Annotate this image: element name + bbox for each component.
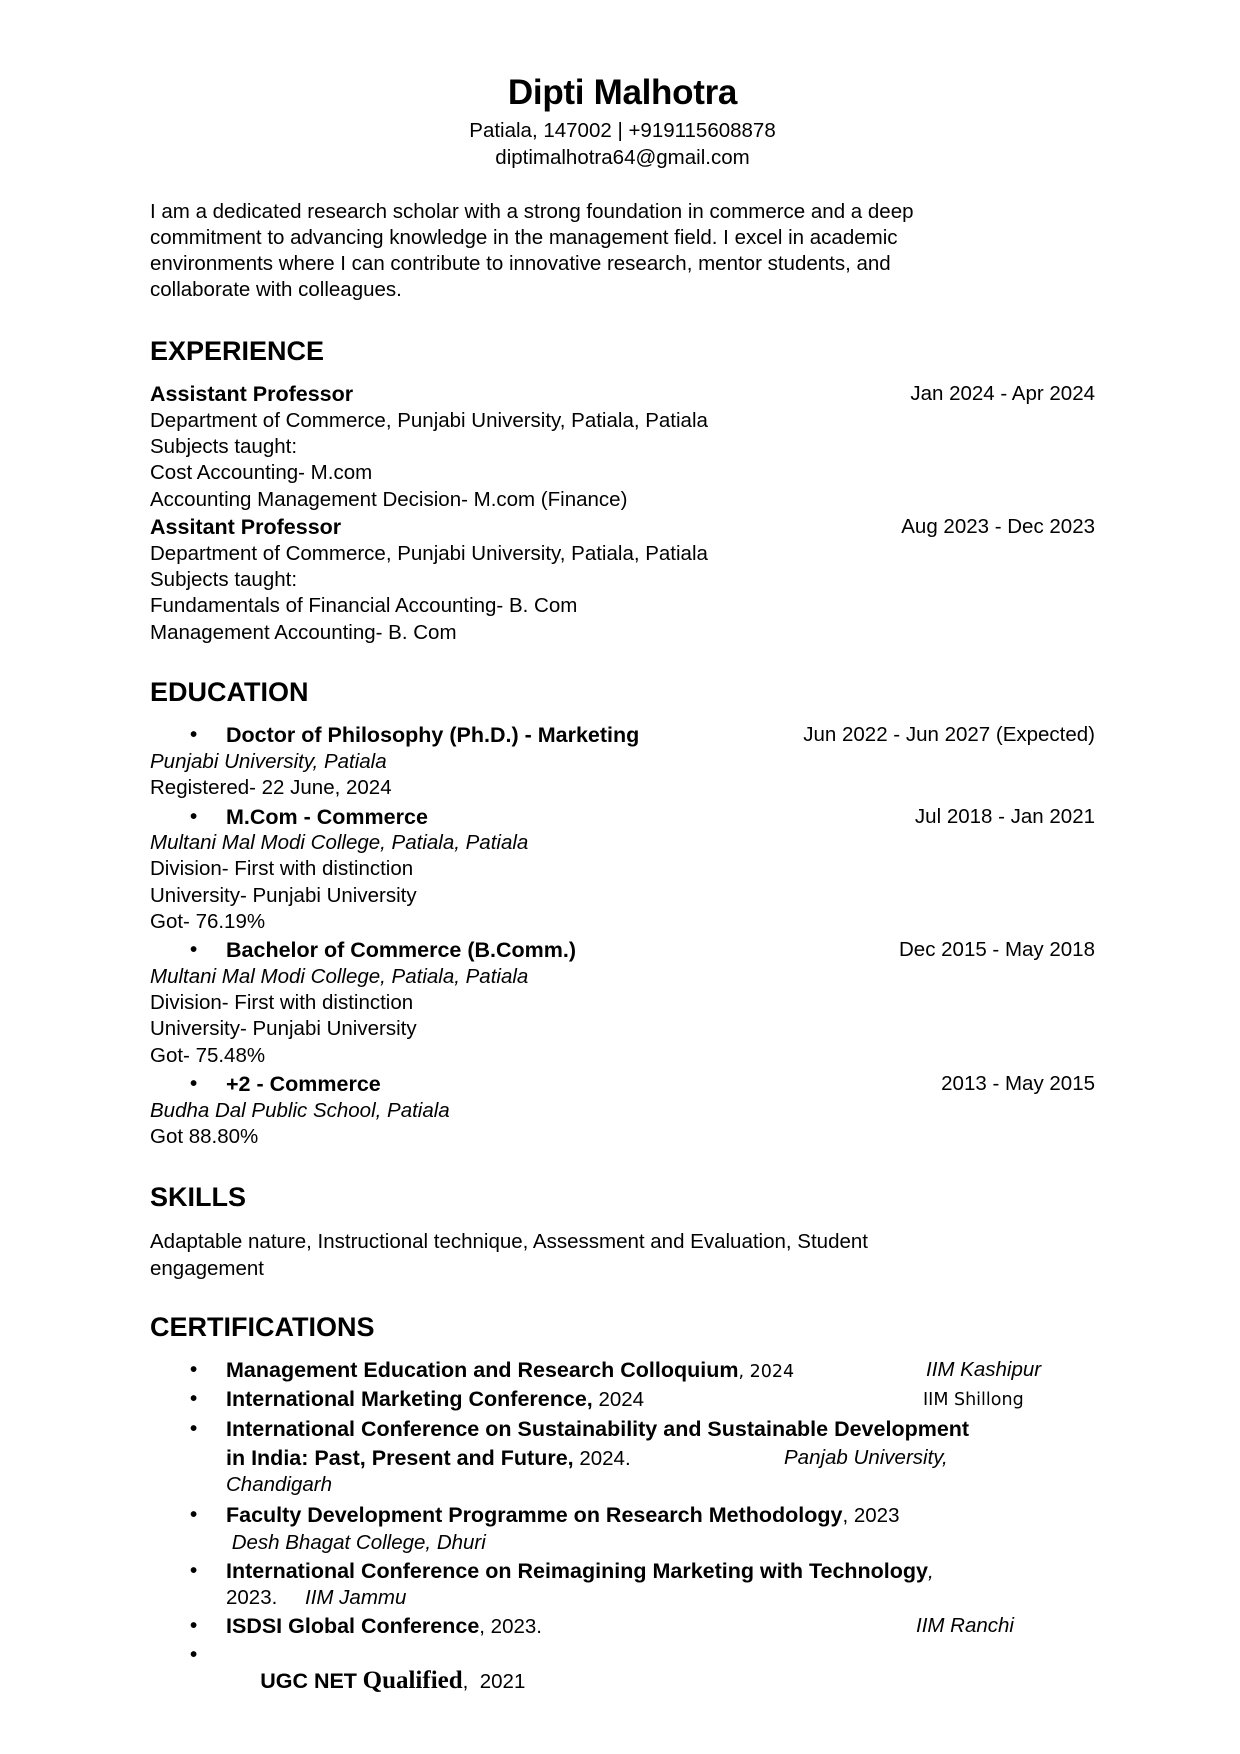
email-address: diptimalhotra64@gmail.com — [495, 146, 750, 169]
certification-year: , 2021 — [462, 1670, 526, 1693]
bullet-icon: • — [190, 1614, 198, 1637]
bullet-icon: • — [190, 1387, 198, 1410]
location-phone: Patiala, 147002 | +919115608878 — [469, 119, 776, 142]
job-title: Assitant Professor — [150, 515, 342, 539]
certification-org: Chandigarh — [226, 1473, 332, 1496]
institution: Multani Mal Modi College, Patiala, Patiala — [150, 965, 529, 988]
job-detail: Accounting Management Decision- M.com (Finance) — [150, 488, 628, 511]
degree-detail: Got- 75.48% — [150, 1044, 266, 1067]
certification-title: Faculty Development Programme on Research Methodology — [226, 1503, 843, 1527]
job-detail: Management Accounting- B. Com — [150, 621, 457, 644]
certification-qualified: Qualified — [362, 1667, 463, 1694]
certification-year: 2023. — [226, 1586, 278, 1609]
certification-title: UGC NET — [260, 1669, 357, 1693]
certification-comma: , — [928, 1560, 934, 1583]
certification-year: , 2023 — [842, 1504, 900, 1527]
degree-dates: Jul 2018 - Jan 2021 — [914, 805, 1095, 828]
institution: Multani Mal Modi College, Patiala, Patiala — [150, 831, 529, 854]
certification-title-line: International Conference on Sustainability and Sustainable Development — [226, 1417, 970, 1441]
certification-org: IIM Ranchi — [916, 1614, 1014, 1637]
summary-paragraph — [150, 199, 1095, 303]
job-dates: Aug 2023 - Dec 2023 — [901, 515, 1095, 538]
job-detail: Department of Commerce, Punjabi University, Patiala, Patiala — [150, 409, 708, 432]
certification-year: , 2023. — [479, 1615, 542, 1638]
summary-line: environments where I can contribute to innovative research, mentor students, and — [150, 252, 891, 275]
degree-title: Bachelor of Commerce (B.Comm.) — [226, 938, 577, 962]
degree-detail: University- Punjabi University — [150, 1017, 417, 1040]
bullet-icon: • — [190, 1417, 198, 1440]
certification-line — [226, 1585, 406, 1611]
certification-title: Management Education and Research Colloquium — [226, 1358, 739, 1382]
job-detail: Department of Commerce, Punjabi University, Patiala, Patiala — [150, 542, 708, 565]
job-detail: Cost Accounting- M.com — [150, 461, 373, 484]
bullet-icon: • — [190, 805, 198, 828]
certification-year: 2024 — [592, 1388, 645, 1411]
job-title: Assistant Professor — [150, 382, 354, 406]
bullet-icon: • — [190, 723, 198, 746]
candidate-name: Dipti Malhotra — [507, 73, 738, 112]
bullet-icon: • — [190, 938, 198, 961]
certification-title: International Marketing Conference, — [226, 1387, 593, 1411]
institution: Budha Dal Public School, Patiala — [150, 1099, 450, 1122]
job-dates: Jan 2024 - Apr 2024 — [910, 382, 1095, 405]
experience-item — [150, 514, 1095, 541]
degree-detail: Division- First with distinction — [150, 857, 414, 880]
certification-org: IIM Jammu — [305, 1586, 407, 1609]
job-detail: Subjects taught: — [150, 435, 298, 458]
education-heading: EDUCATION — [150, 677, 309, 707]
skills-line: Adaptable nature, Instructional technique, Assessment and Evaluation, Student — [150, 1230, 868, 1253]
institution: Punjabi University, Patiala — [150, 750, 387, 773]
degree-title: M.Com - Commerce — [226, 805, 428, 829]
degree-detail: Got- 76.19% — [150, 910, 266, 933]
degree-dates: Dec 2015 - May 2018 — [898, 938, 1095, 961]
experience-heading: EXPERIENCE — [150, 336, 325, 366]
bullet-icon: • — [190, 1358, 198, 1381]
bullet-icon: • — [190, 1559, 198, 1582]
skills-heading: SKILLS — [150, 1182, 247, 1212]
degree-detail: Registered- 22 June, 2024 — [150, 776, 392, 799]
degree-detail: Division- First with distinction — [150, 991, 414, 1014]
degree-dates: 2013 - May 2015 — [941, 1072, 1095, 1095]
bullet-icon: • — [190, 1503, 198, 1526]
certification-org: Desh Bhagat College, Dhuri — [226, 1531, 486, 1554]
skills-line: engagement — [150, 1257, 264, 1280]
certification-year: , 2024 — [738, 1362, 795, 1382]
degree-detail: Got 88.80% — [150, 1125, 259, 1148]
degree-title: Doctor of Philosophy (Ph.D.) - Marketing — [226, 723, 640, 747]
certification-title: ISDSI Global Conference — [226, 1614, 480, 1638]
summary-line: I am a dedicated research scholar with a strong foundation in commerce and a deep — [150, 200, 914, 223]
certification-org: IIM Kashipur — [926, 1358, 1042, 1381]
certification-year: 2024. — [573, 1447, 631, 1470]
summary-line: collaborate with colleagues. — [150, 278, 402, 301]
degree-detail: University- Punjabi University — [150, 884, 417, 907]
job-detail: Subjects taught: — [150, 568, 298, 591]
bullet-icon: • — [190, 1072, 198, 1095]
bullet-icon: • — [190, 1643, 198, 1666]
certification-line — [226, 1445, 631, 1472]
certification-org: IIM Shillong — [923, 1390, 1024, 1410]
certification-title: International Conference on Reimagining Marketing with Technology — [226, 1559, 928, 1583]
job-detail: Fundamentals of Financial Accounting- B. Com — [150, 594, 578, 617]
certification-org: Panjab University, — [784, 1446, 948, 1469]
certification-title-line: in India: Past, Present and Future, — [226, 1446, 574, 1470]
certifications-heading: CERTIFICATIONS — [150, 1312, 375, 1342]
experience-item — [150, 381, 1095, 408]
degree-title: +2 - Commerce — [226, 1072, 381, 1096]
degree-dates: Jun 2022 - Jun 2027 (Expected) — [803, 723, 1095, 746]
summary-line: commitment to advancing knowledge in the management field. I excel in academic — [150, 226, 898, 249]
